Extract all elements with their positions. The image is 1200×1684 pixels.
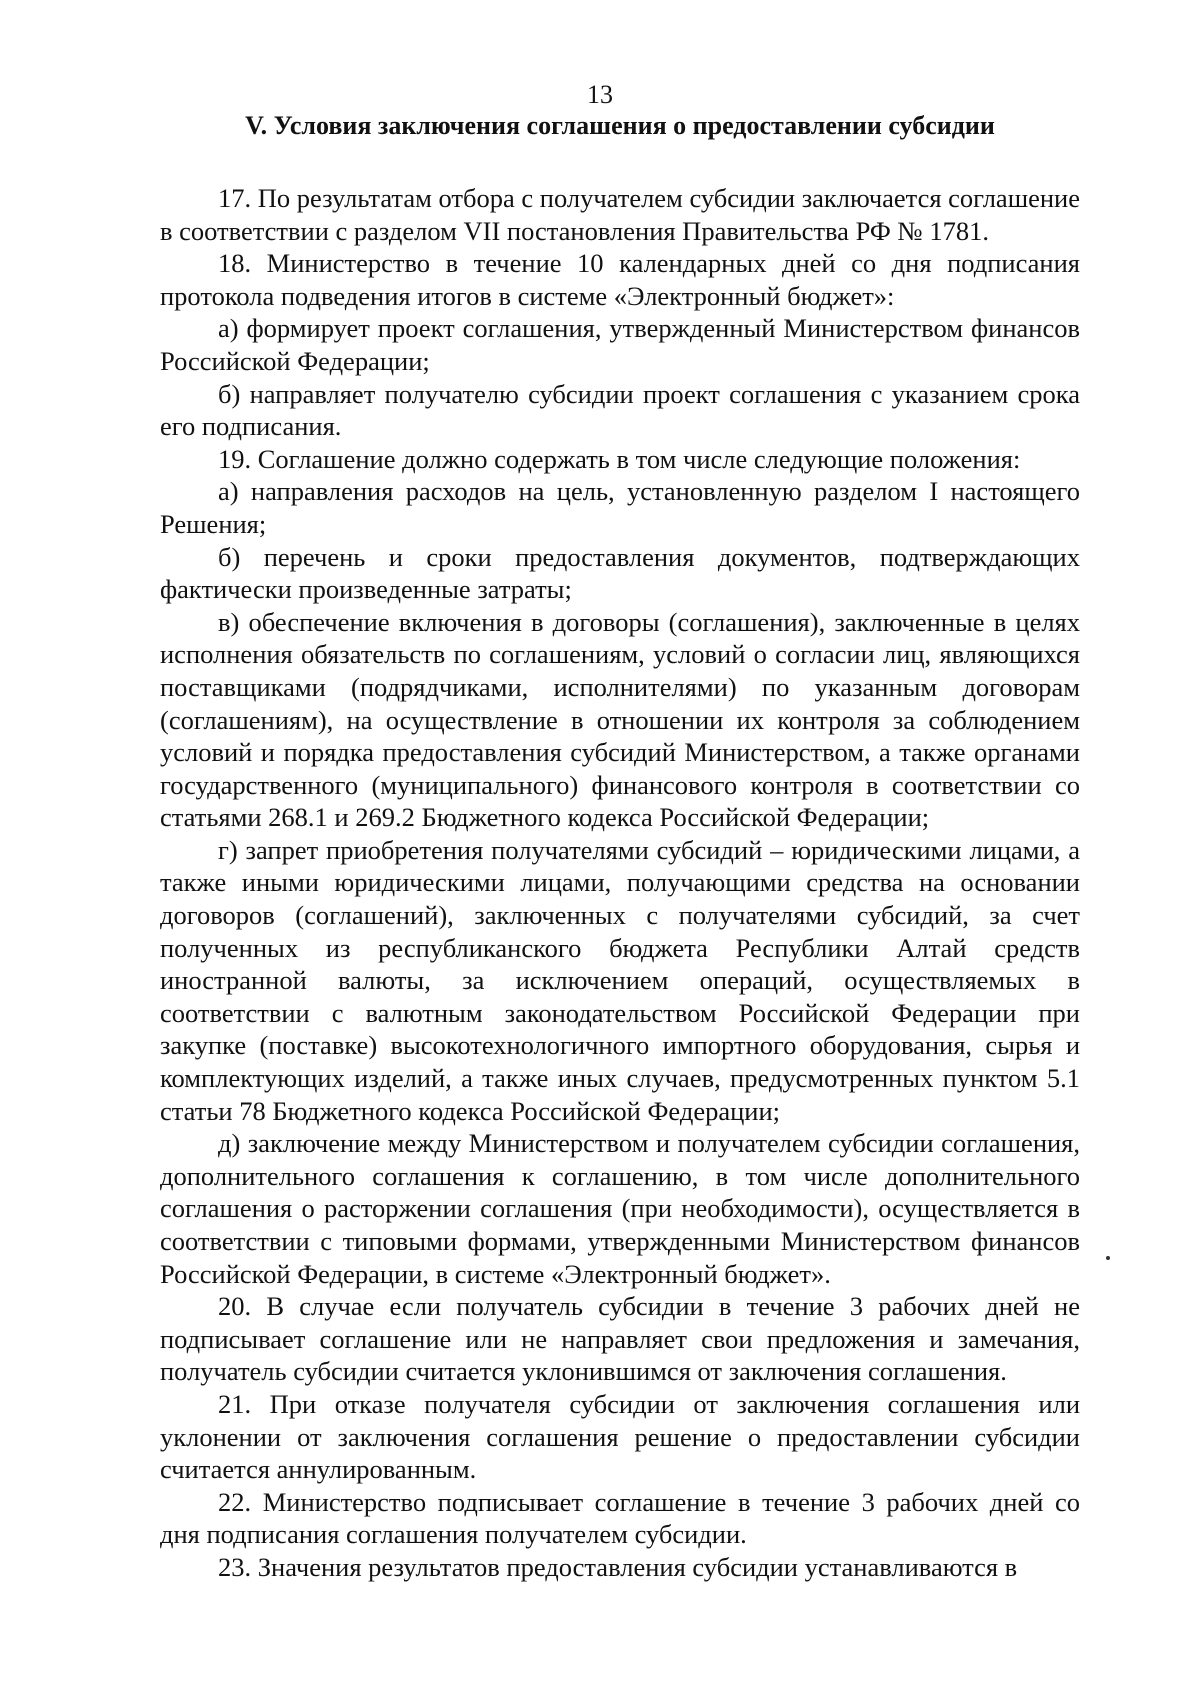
paragraph-20: 20. В случае если получатель субсидии в течение 3 рабочих дней не подписывает соглашение или не направляет свои предложения и замечания, получатель субсидии считается уклонившимся от заключения соглашения. (160, 1291, 1080, 1387)
section-heading: V. Условия заключения соглашения о предоставлении субсидии (245, 111, 995, 140)
paragraph-22: 22. Министерство подписывает соглашение в течение 3 рабочих дней со дня подписания соглашения получателем субсидии. (160, 1486, 1080, 1550)
paragraph-18: 18. Министерство в течение 10 календарных дней со дня подписания протокола подведения итогов в системе «Электронный бюджет»: (160, 248, 1080, 311)
paragraph-21: 21. При отказе получателя субсидии от заключения соглашения или уклонении от заключения соглашения решение о предоставлении субсидии считается аннулированным. (160, 1388, 1080, 1485)
paragraph-18-b: б) направляет получателю субсидии проект соглашения с указанием срока его подписания. (160, 378, 1080, 442)
paragraph-19-v: в) обеспечение включения в договоры (соглашения), заключенные в целях исполнения обязательств по соглашениям, условий о согласии лиц, являющихся поставщиками (подрядчиками, исполнителями) по указанным договорам (соглашениям), на осуществление в отношении их контроля за соблюдением условий и порядка предоставления субсидий Министерством, а также органами государственного (муниципального) финансового контроля в соответствии со статьями 268.1 и 269.2 Бюджетного кодекса Российской Федерации; (160, 606, 1080, 833)
paragraph-23: 23. Значения результатов предоставления субсидии устанавливаются в (218, 1551, 1018, 1582)
paragraph-19-g: г) запрет приобретения получателями субсидий – юридическими лицами, а также иными юридическими лицами, получающими средства на основании договоров (соглашений), заключенных с получателями субсидий, за счет полученных из республиканского бюджета Республики Алтай средств иностранной валюты, за исключением операций, осуществляемых в соответствии с валютным законодательством Российской Федерации при закупке (поставке) высокотехнологичного импортного оборудования, сырья и комплектующих изделий, а также иных случаев, предусмотренных пунктом 5.1 статьи 78 Бюджетного кодекса Российской Федерации; (160, 834, 1080, 1126)
paragraph-18-a: а) формирует проект соглашения, утвержденный Министерством финансов Российской Федерации; (160, 313, 1080, 376)
paragraph-19-a: а) направления расходов на цель, установленную разделом I настоящего Решения; (160, 476, 1080, 539)
paragraph-19: 19. Соглашение должно содержать в том числе следующие положения: (218, 443, 1021, 474)
scan-speck (1106, 1256, 1110, 1260)
document-body (160, 182, 1080, 1584)
page-number: 13 (587, 80, 613, 109)
paragraph-17: 17. По результатам отбора с получателем субсидии заключается соглашение в соответствии с разделом VII постановления Правительства РФ № 1781. (160, 183, 1080, 246)
paragraph-19-b: б) перечень и сроки предоставления документов, подтверждающих фактически произведенные затраты; (160, 541, 1080, 605)
paragraph-19-d: д) заключение между Министерством и получателем субсидии соглашения, дополнительного соглашения к соглашению, в том числе дополнительного соглашения о расторжении соглашения (при необходимости), осуществляется в соответствии с типовыми формами, утвержденными Министерством финансов Российской Федерации, в системе «Электронный бюджет». (160, 1128, 1080, 1289)
